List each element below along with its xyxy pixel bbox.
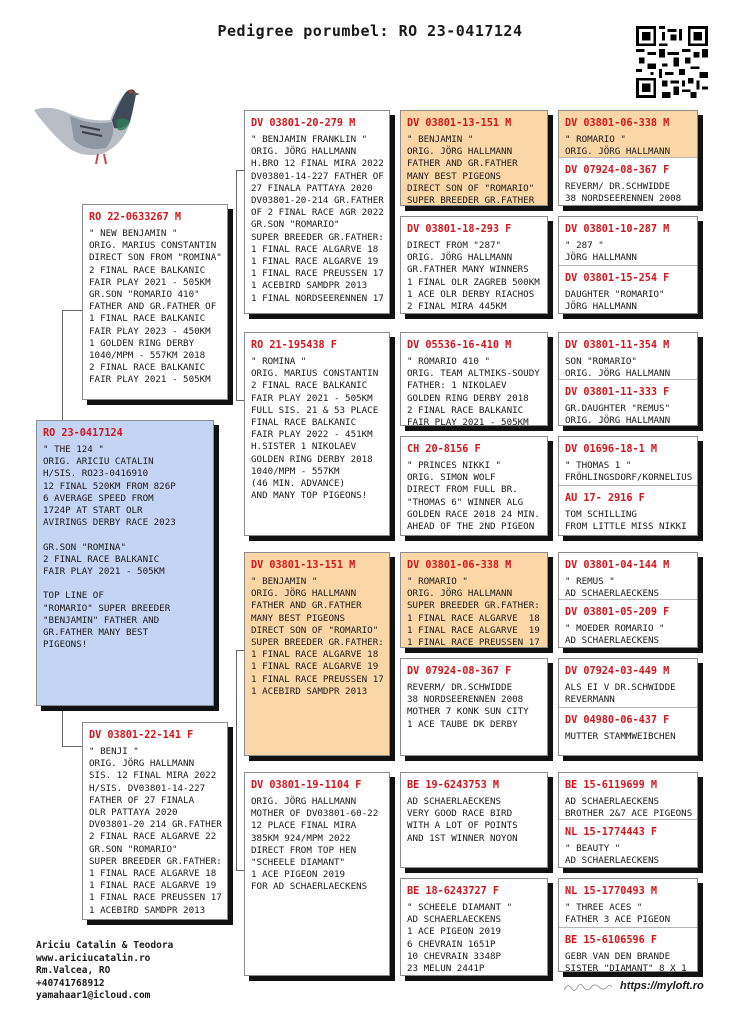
card-text: " ROMINA " ORIG. MARIUS CONSTANTIN 2 FINAL RACE BALKANIC FAIR PLAY 2021 - 505KM FULL SIS. 21 & 53 PLACE FINAL RACE BALKANIC FAIR PLAY 2022 - 451KM H.SISTER 1 NIKOLAEV GOLDEN RING DERBY 2018 1040/MPM - 557KM (46 MIN. ADVANCE) AND MANY TOP PIGEONS!	[251, 356, 379, 502]
gggp-pair-card	[558, 772, 698, 868]
card-text: " THOMAS 1 " FRÖHLINGSDORF/KORNELIUS	[565, 460, 693, 484]
card-text: " 287 " JÖRG HALLMANN	[565, 240, 637, 264]
card-text: TOM SCHILLING FROM LITTLE MISS NIKKI	[565, 509, 687, 533]
ring-number: DV 05536-16-410 M	[407, 340, 512, 351]
qr-code-icon	[636, 26, 708, 98]
card-text: GR.DAUGHTER "REMUS" ORIG. JÖRG HALLMANN	[565, 403, 671, 426]
subject-pigeon-card	[36, 420, 214, 706]
ring-number: DV 03801-06-338 M	[407, 560, 512, 571]
gggp-pair-card	[558, 216, 698, 314]
ring-number: NL 15-1770493 M	[565, 886, 658, 897]
card-text: SON "ROMARIO" ORIG. JÖRG HALLMANN	[565, 356, 671, 380]
ring-number: NL 15-1774443 F	[565, 827, 658, 838]
ring-number: AU 17- 2916 F	[565, 493, 645, 504]
connector-line	[392, 160, 393, 270]
pigeon-illustration	[30, 70, 140, 170]
ring-number: DV 04980-06-437 F	[565, 715, 670, 726]
connector-line	[236, 170, 237, 400]
connector-line	[236, 650, 237, 870]
card-text: DIRECT FROM "287" ORIG. JÖRG HALLMANN GR.FATHER MANY WINNERS 1 FINAL OLR ZAGREB 500KM 1 ACE OLR DERBY RIACHOS 2 FINAL MIRA 445KM	[407, 240, 540, 313]
ggp-card	[400, 332, 548, 426]
card-text: " ROMARIO " ORIG. JÖRG HALLMANN SUPER BREEDER GR.FATHER: 1 FINAL RACE ALGARVE 18 1 FINAL RACE ALGARVE 19 1 FINAL RACE PREUSSEN 17	[407, 576, 540, 648]
connector-line	[550, 800, 551, 850]
ggp-card	[400, 110, 548, 206]
card-text: " BENJAMIN " ORIG. JÖRG HALLMANN FATHER AND GR.FATHER MANY BEST PIGEONS DIRECT SON OF "ROMARIO" SUPER BREEDER GR.FATHER: 1 FINAL RACE ALGARVE 18 1 FINAL RACE ALGARVE 19 1 FINAL RACE PREUSSEN 17 1 ACEBIRD SAMDPR 2013	[251, 576, 384, 697]
connector-line	[62, 310, 63, 420]
ring-number: DV 07924-08-367 F	[407, 666, 512, 677]
ring-number: DV 03801-10-287 M	[565, 224, 670, 235]
gggp-pair-card	[558, 552, 698, 648]
card-text: " REMUS " AD SCHAERLAECKENS	[565, 576, 660, 600]
ring-number: DV 03801-11-333 F	[565, 387, 670, 398]
ggp-card	[400, 878, 548, 976]
signature-icon	[562, 980, 614, 994]
connector-line	[550, 140, 551, 190]
breeder-location: Rm.Valcea, RO	[36, 965, 111, 976]
card-text: " BENJAMIN " ORIG. JÖRG HALLMANN FATHER AND GR.FATHER MANY BEST PIGEONS DIRECT SON OF "ROMARIO" SUPER BREEDER GR.FATHER	[407, 134, 535, 206]
connector-line	[392, 830, 393, 930]
ring-number: DV 03801-04-144 M	[565, 560, 670, 571]
card-text: " SCHEELE DIAMANT " AD SCHAERLAECKENS 1 ACE PIGEON 2019 6 CHEVRAIN 1651P 10 CHEVRAIN 3348P 23 MELUN 2441P	[407, 902, 513, 975]
ggp-card	[400, 552, 548, 648]
ring-number: DV 03801-13-151 M	[251, 560, 356, 571]
gggp-pair-card	[558, 110, 698, 206]
card-text: " THREE ACES " FATHER 3 ACE PIGEON	[565, 902, 671, 926]
ring-number: BE 15-6119699 M	[565, 780, 658, 791]
ring-number: DV 03801-05-209 F	[565, 607, 670, 618]
connector-line	[550, 465, 551, 515]
dam-sire-card	[244, 552, 390, 756]
ring-number: DV 03801-15-254 F	[565, 273, 670, 284]
sire-sire-card	[244, 110, 390, 314]
connector-line	[62, 310, 84, 311]
card-text: ALS EI V DR.SCHWIDDE REVERMANN	[565, 682, 676, 706]
ring-number: RO 23-0417124	[43, 428, 123, 439]
card-text: MUTTER STAMMWEIBCHEN	[565, 731, 676, 742]
sire-card	[82, 204, 228, 400]
ring-number: RO 21-195438 F	[251, 340, 337, 351]
ring-number: DV 03801-20-279 M	[251, 118, 356, 129]
breeder-phone: +40741768912	[36, 977, 105, 989]
card-text: " NEW BENJAMIN " ORIG. MARIUS CONSTANTIN DIRECT SON FROM "ROMINA" 2 FINAL RACE BALKANIC FAIR PLAY 2021 - 505KM GR.SON "ROMARIO 410" FATHER AND GR.FATHER OF 1 FINAL RACE BALKANIC FAIR PLAY 2023 - 450KM 1 GOLDEN RING DERBY 1040/MPM - 557KM 2018 2 FINAL RACE BALKANIC FAIR PLAY 2021 - 505KM	[89, 228, 222, 386]
card-text: " BENJI " ORIG. JÖRG HALLMANN SIS. 12 FINAL MIRA 2022 H/SIS. DV03801-14-227 FATHER OF 27 FINALA OLR PATTAYA 2020 DV03801-20 214 GR.FATHER 2 FINAL RACE ALGARVE 22 GR.SON "ROMARIO" SUPER BREEDER GR.FATHER: 1 FINAL RACE ALGARVE 18 1 FINAL RACE ALGARVE 19 1 FINAL RACE PREUSSEN 17 1 ACEBIRD SAMDPR 2013	[89, 746, 222, 916]
sire-dam-card	[244, 332, 390, 536]
card-text: ORIG. JÖRG HALLMANN MOTHER OF DV03801-60-22 12 PLACE FINAL MIRA 385KM 924/MPM 2022 DIRECT FROM TOP HEN "SCHEELE DIAMANT" 1 ACE PIGEON 2019 FOR AD SCHAERLAECKENS	[251, 796, 379, 893]
card-text: REVERM/ DR.SCHWIDDE 38 NORDSEERENNEN 2008 MOTHER 7 KONK SUN CITY 1 ACE TAUBE DK DERBY	[407, 682, 529, 730]
ring-number: CH 20-8156 F	[407, 444, 481, 455]
card-text: " BEAUTY " AD SCHAERLAECKENS	[565, 843, 660, 867]
gggp-pair-card	[558, 658, 698, 756]
dam-card	[82, 722, 228, 920]
ring-number: BE 15-6106596 F	[565, 935, 658, 946]
dam-dam-card	[244, 772, 390, 976]
card-text: " ROMARIO " ORIG. JÖRG HALLMANN	[565, 134, 671, 158]
ggp-card	[400, 216, 548, 314]
ring-number: DV 07924-03-449 M	[565, 666, 670, 677]
breeder-contact	[36, 940, 173, 1003]
ggp-card	[400, 772, 548, 868]
connector-line	[62, 706, 63, 746]
breeder-name: Ariciu Catalin & Teodora	[36, 940, 174, 951]
ring-number: BE 19-6243753 M	[407, 780, 500, 791]
connector-line	[550, 245, 551, 295]
card-text: " ROMARIO 410 " ORIG. TEAM ALTMIKS-SOUDY FATHER: 1 NIKOLAEV GOLDEN RING DERBY 2018 2 FINAL RACE BALKANIC FAIR PLAY 2021 - 505KM	[407, 356, 540, 426]
myloft-link[interactable]: https://myloft.ro	[620, 980, 704, 992]
ring-number: DV 03801-18-293 F	[407, 224, 512, 235]
ring-number: DV 03801-19-1104 F	[251, 780, 362, 791]
page-title: Pedigree porumbel: RO 23-0417124	[217, 22, 523, 40]
ring-number: DV 07924-08-367 F	[565, 165, 670, 176]
card-text: " THE 124 " ORIG. ARICIU CATALIN H/SIS. RO23-0416910 12 FINAL 520KM FROM 826P 6 AVERAGE SPEED FROM 1724P AT START OLR AVIRINGS DERBY RACE 2023 GR.SON "ROMINA" 2 FINAL RACE BALKANIC FAIR PLAY 2021 - 505KM TOP LINE OF "ROMARIO" SUPER BREEDER "BENJAMIN" FATHER AND GR.FATHER MANY BEST PIGEONS!	[43, 444, 176, 651]
ring-number: BE 18-6243727 F	[407, 886, 500, 897]
connector-line	[392, 380, 393, 490]
card-text: AD SCHAERLAECKENS VERY GOOD RACE BIRD WITH A LOT OF POINTS AND 1ST WINNER NOYON	[407, 796, 518, 844]
card-text: REVERM/ DR.SCHWIDDE 38 NORDSEERENNEN 2008	[565, 181, 682, 205]
ring-number: DV 03801-22-141 F	[89, 730, 194, 741]
ggp-card	[400, 436, 548, 536]
gggp-pair-card	[558, 878, 698, 972]
card-text: " BENJAMIN FRANKLIN " ORIG. JÖRG HALLMANN H.BRO 12 FINAL MIRA 2022 DV03801-14-227 FATHER OF 27 FINALA PATTAYA 2020 DV03801-20-214 GR.FATHER OF 2 FINAL RACE AGR 2022 GR.SON "ROMARIO" SUPER BREEDER GR.FATHER: 1 FINAL RACE ALGARVE 18 1 FINAL RACE ALGARVE 19 1 FINAL RACE PREUSSEN 17 1 ACEBIRD SAMDPR 2013 1 FINAL NORDSEERENNEN 17	[251, 134, 384, 304]
connector-line	[550, 590, 551, 640]
ring-number: DV 01696-18-1 M	[565, 444, 658, 455]
ring-number: DV 03801-13-151 M	[407, 118, 512, 129]
gggp-pair-card	[558, 332, 698, 426]
connector-line	[392, 610, 393, 710]
connector-line	[62, 746, 84, 747]
gggp-pair-card	[558, 436, 698, 536]
ring-number: DV 03801-11-354 M	[565, 340, 670, 351]
breeder-website[interactable]: www.ariciucatalin.ro	[36, 952, 151, 964]
card-text: " MOEDER ROMARIO " AD SCHAERLAECKENS	[565, 623, 665, 647]
card-text: " PRINCES NIKKI " ORIG. SIMON WOLF DIRECT FROM FULL BR. "THOMAS 6" WINNER ALG GOLDEN RACE 2018 24 MIN. AHEAD OF THE 2ND PIGEON	[407, 460, 540, 533]
breeder-email[interactable]: yamahaar1@icloud.com	[36, 990, 151, 1001]
connector-line	[550, 690, 551, 740]
ggp-card	[400, 658, 548, 756]
card-text: AD SCHAERLAECKENS BROTHER 2&7 ACE PIGEONS	[565, 796, 693, 820]
card-text: DAUGHTER "ROMARIO" JÖRG HALLMANN	[565, 289, 665, 313]
connector-line	[550, 910, 551, 960]
connector-line	[550, 360, 551, 410]
card-text: GEBR VAN DEN BRANDE SISTER "DIAMANT" 8 X 1	[565, 951, 687, 972]
ring-number: RO 22-0633267 M	[89, 212, 182, 223]
ring-number: DV 03801-06-338 M	[565, 118, 670, 129]
